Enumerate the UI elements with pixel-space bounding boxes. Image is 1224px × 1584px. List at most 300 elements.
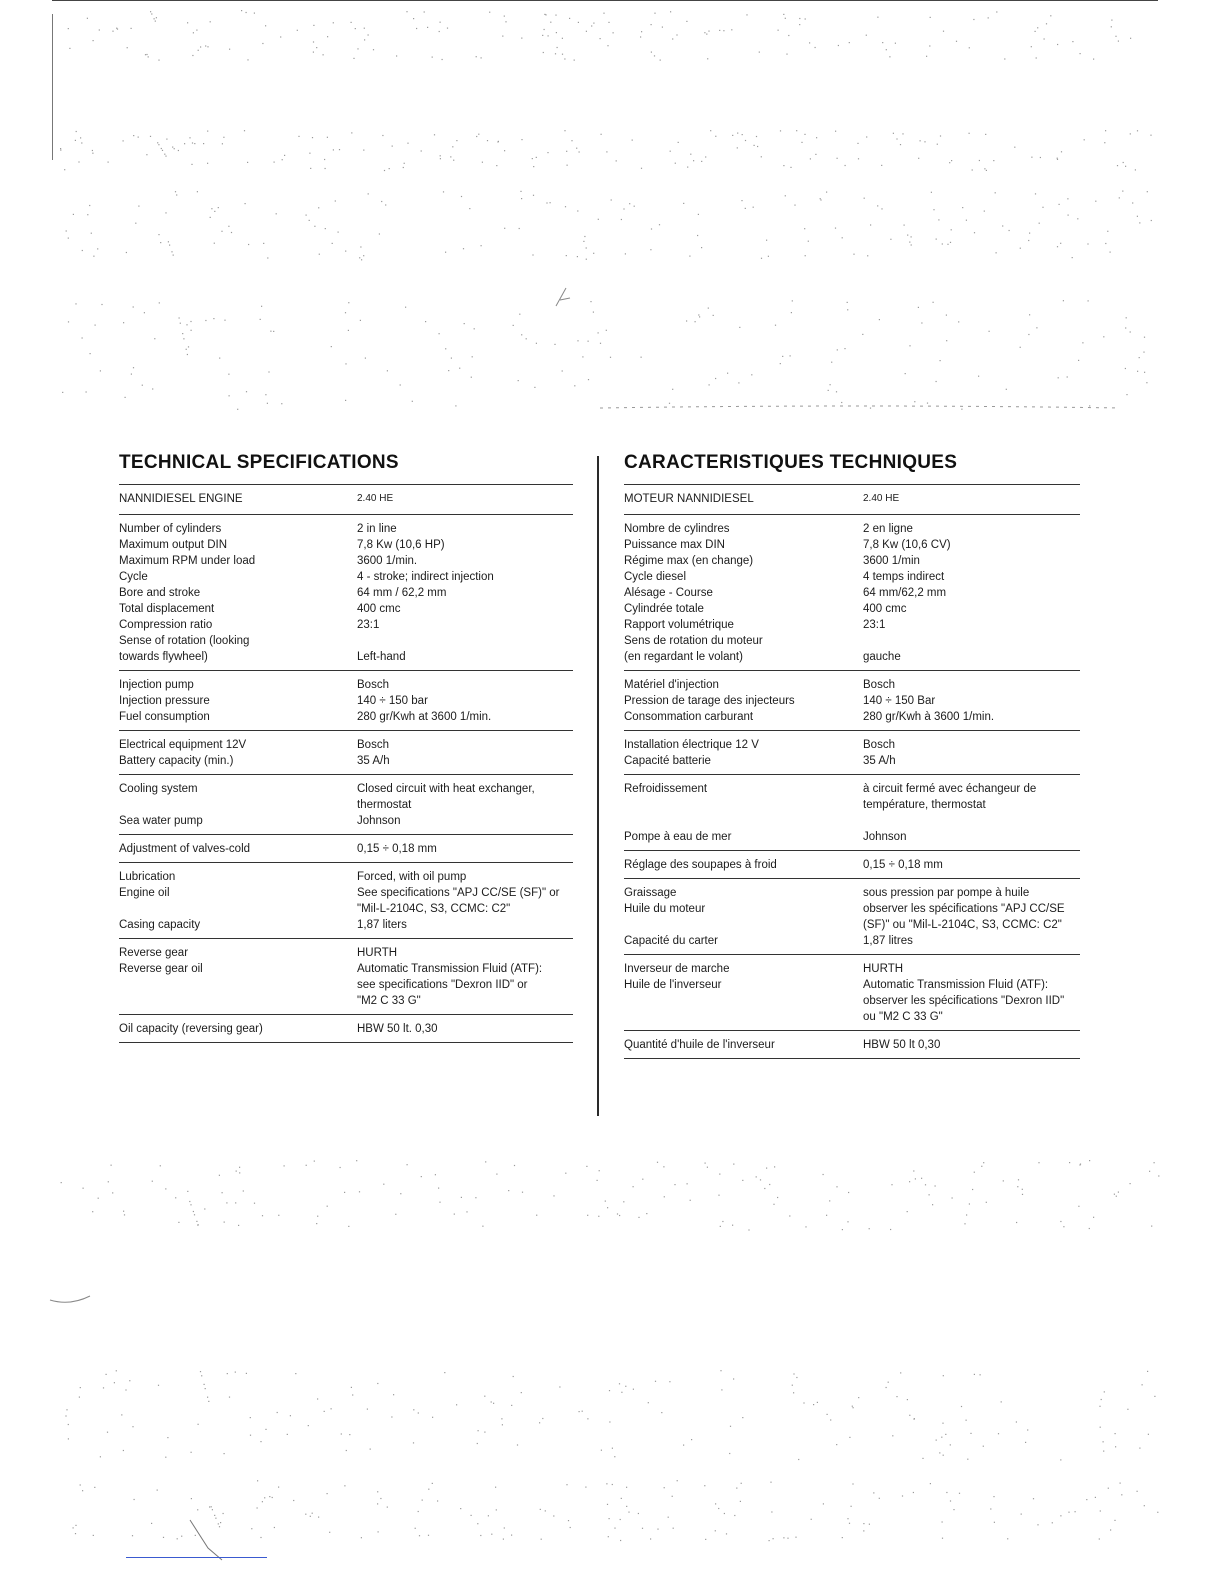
speck bbox=[352, 1394, 353, 1395]
speck bbox=[308, 1425, 309, 1426]
spec-row bbox=[624, 829, 1080, 845]
speck bbox=[927, 403, 928, 404]
speck bbox=[351, 132, 352, 133]
speck bbox=[571, 140, 572, 141]
speck bbox=[942, 1521, 943, 1522]
speck bbox=[491, 1534, 492, 1535]
speck bbox=[837, 349, 838, 350]
speck bbox=[165, 156, 166, 157]
speck bbox=[532, 254, 533, 255]
speck bbox=[996, 252, 997, 253]
speck bbox=[745, 140, 746, 141]
speck bbox=[931, 192, 932, 193]
speck bbox=[979, 160, 980, 161]
spec-section bbox=[119, 731, 573, 775]
spec-label bbox=[624, 797, 863, 813]
spec-value: Automatic Transmission Fluid (ATF): bbox=[863, 979, 1049, 991]
speck bbox=[654, 13, 655, 14]
spec-value: Forced, with oil pump bbox=[357, 871, 467, 883]
speck bbox=[661, 1412, 662, 1413]
speck bbox=[904, 225, 905, 226]
speck bbox=[708, 308, 709, 309]
speck bbox=[1017, 1186, 1018, 1187]
speck bbox=[406, 11, 407, 12]
scan-mark bbox=[190, 1520, 222, 1560]
speck bbox=[892, 1435, 893, 1436]
speck bbox=[891, 1184, 892, 1185]
speck bbox=[929, 1194, 930, 1195]
speck bbox=[877, 205, 878, 206]
speck bbox=[905, 373, 906, 374]
speck bbox=[870, 408, 871, 409]
speck bbox=[1072, 41, 1073, 42]
spec-row bbox=[624, 693, 1080, 709]
spec-value: 3600 1/min. bbox=[357, 555, 418, 567]
speck bbox=[542, 1418, 543, 1419]
speck bbox=[611, 199, 612, 200]
speck bbox=[879, 319, 880, 320]
speck bbox=[382, 135, 383, 136]
speck bbox=[1110, 252, 1111, 253]
speck bbox=[432, 1417, 433, 1418]
speck bbox=[642, 1179, 643, 1180]
speck bbox=[641, 31, 642, 32]
spec-value: Johnson bbox=[357, 815, 401, 827]
speck bbox=[435, 1174, 436, 1175]
speck bbox=[837, 158, 838, 159]
speck bbox=[205, 45, 206, 46]
speck bbox=[550, 202, 551, 203]
speck bbox=[863, 1530, 864, 1531]
speck bbox=[623, 1201, 624, 1202]
speck bbox=[1147, 1371, 1148, 1372]
speck bbox=[158, 234, 159, 235]
speck bbox=[842, 237, 843, 238]
speck bbox=[496, 165, 497, 166]
speck bbox=[478, 134, 479, 135]
speck bbox=[577, 210, 578, 211]
speck bbox=[1093, 59, 1094, 60]
speck bbox=[804, 134, 805, 135]
speck bbox=[221, 231, 222, 232]
speck bbox=[471, 377, 472, 378]
speck bbox=[708, 31, 709, 32]
speck bbox=[936, 381, 937, 382]
spec-row bbox=[119, 521, 573, 537]
speck bbox=[546, 202, 547, 203]
speck bbox=[1069, 1162, 1070, 1163]
speck bbox=[377, 1383, 378, 1384]
speck bbox=[792, 300, 793, 301]
speck bbox=[521, 334, 522, 335]
speck bbox=[606, 1483, 607, 1484]
speck bbox=[1130, 38, 1131, 39]
speck bbox=[731, 29, 732, 30]
speck bbox=[564, 58, 565, 59]
speck bbox=[650, 1538, 651, 1539]
spec-label: Inverseur de marche bbox=[624, 963, 730, 975]
speck bbox=[858, 1397, 859, 1398]
spec-row bbox=[119, 917, 573, 933]
spec-value: 23:1 bbox=[357, 619, 380, 631]
speck bbox=[966, 1420, 967, 1421]
speck bbox=[181, 1536, 182, 1537]
speck bbox=[675, 163, 676, 164]
speck bbox=[361, 1537, 362, 1538]
speck bbox=[134, 1499, 135, 1500]
speck bbox=[329, 1532, 330, 1533]
speck bbox=[625, 1386, 626, 1387]
speck bbox=[801, 142, 802, 143]
speck bbox=[152, 1181, 153, 1182]
speck bbox=[262, 1215, 263, 1216]
speck bbox=[677, 1480, 678, 1481]
speck bbox=[864, 198, 865, 199]
speck bbox=[669, 1381, 670, 1382]
speck bbox=[212, 1509, 213, 1510]
spec-value: gauche bbox=[863, 651, 901, 663]
speck bbox=[900, 1372, 901, 1373]
engine-header-row bbox=[119, 485, 573, 515]
caracteristiques-techniques-fr bbox=[624, 452, 1080, 1059]
speck bbox=[600, 38, 601, 39]
spec-value: 7,8 Kw (10,6 CV) bbox=[863, 539, 951, 551]
spec-row bbox=[624, 633, 1080, 649]
scan-mark bbox=[50, 1296, 90, 1302]
speck bbox=[214, 211, 215, 212]
speck bbox=[918, 307, 919, 308]
speck bbox=[879, 1498, 880, 1499]
bottom-edge-line bbox=[126, 1557, 267, 1558]
spec-value: HURTH bbox=[357, 947, 398, 959]
spec-row bbox=[119, 601, 573, 617]
spec-value: 3600 1/min bbox=[863, 555, 920, 567]
speck bbox=[121, 1414, 122, 1415]
speck bbox=[674, 1184, 675, 1185]
speck bbox=[250, 1435, 251, 1436]
speck bbox=[1107, 231, 1108, 232]
speck bbox=[83, 1188, 84, 1189]
speck bbox=[1080, 53, 1081, 54]
speck bbox=[373, 49, 374, 50]
speck bbox=[476, 136, 477, 137]
speck bbox=[817, 1402, 818, 1403]
speck bbox=[178, 150, 179, 151]
speck bbox=[456, 140, 457, 141]
speck bbox=[1046, 23, 1047, 24]
speck bbox=[124, 1214, 125, 1215]
spec-row bbox=[624, 569, 1080, 585]
speck bbox=[125, 1389, 126, 1390]
speck bbox=[838, 45, 839, 46]
speck bbox=[135, 223, 136, 224]
speck bbox=[707, 1167, 708, 1168]
speck bbox=[215, 1518, 216, 1519]
speck bbox=[1052, 1522, 1053, 1523]
speck bbox=[1022, 1194, 1023, 1195]
spec-label: Fuel consumption bbox=[119, 711, 210, 723]
speck bbox=[641, 357, 642, 358]
speck bbox=[823, 1503, 824, 1504]
speck bbox=[673, 1528, 674, 1529]
speck bbox=[201, 1375, 202, 1376]
speck bbox=[794, 205, 795, 206]
speck bbox=[719, 1174, 720, 1175]
speck bbox=[203, 143, 204, 144]
speck bbox=[79, 1397, 80, 1398]
speck bbox=[211, 1506, 212, 1507]
spec-value bbox=[357, 633, 573, 649]
speck bbox=[691, 1439, 692, 1440]
speck bbox=[498, 141, 499, 142]
speck bbox=[687, 167, 688, 168]
speck bbox=[804, 228, 805, 229]
speck bbox=[511, 1535, 512, 1536]
speck bbox=[536, 157, 537, 158]
speck bbox=[187, 22, 188, 23]
speck bbox=[720, 1226, 721, 1227]
speck bbox=[933, 209, 934, 210]
speck bbox=[1044, 38, 1045, 39]
speck bbox=[481, 245, 482, 246]
speck bbox=[553, 1515, 554, 1516]
speck bbox=[327, 36, 328, 37]
speck bbox=[504, 1527, 505, 1528]
speck bbox=[1146, 382, 1147, 383]
speck bbox=[1105, 130, 1106, 131]
speck bbox=[229, 49, 230, 50]
speck bbox=[970, 1433, 971, 1434]
spec-label: Casing capacity bbox=[119, 919, 201, 931]
spec-label: Bore and stroke bbox=[119, 587, 201, 599]
speck bbox=[742, 1180, 743, 1181]
speck bbox=[842, 1537, 843, 1538]
spec-value: HBW 50 lt 0,30 bbox=[863, 1039, 941, 1051]
speck bbox=[836, 1186, 837, 1187]
speck bbox=[607, 1504, 608, 1505]
speck bbox=[940, 135, 941, 136]
speck bbox=[849, 1523, 850, 1524]
speck bbox=[655, 1381, 656, 1382]
speck bbox=[830, 1419, 831, 1420]
speck bbox=[437, 1500, 438, 1501]
speck bbox=[1080, 1164, 1081, 1165]
speck bbox=[567, 165, 568, 166]
speck bbox=[740, 1501, 741, 1502]
speck bbox=[348, 302, 349, 303]
speck bbox=[930, 1483, 931, 1484]
speck bbox=[941, 1437, 942, 1438]
speck bbox=[123, 140, 124, 141]
speck bbox=[348, 1226, 349, 1227]
spec-label: Refroidissement bbox=[624, 783, 708, 795]
speck bbox=[257, 1507, 258, 1508]
speck bbox=[785, 195, 786, 196]
speck bbox=[61, 1182, 62, 1183]
speck bbox=[972, 169, 973, 170]
speck bbox=[946, 315, 947, 316]
speck bbox=[544, 29, 545, 30]
speck bbox=[80, 1387, 81, 1388]
speck bbox=[626, 1487, 627, 1488]
spec-value: 64 mm / 62,2 mm bbox=[357, 587, 447, 599]
speck bbox=[662, 27, 663, 28]
speck bbox=[820, 198, 821, 199]
spec-value: 4 temps indirect bbox=[863, 571, 945, 583]
speck bbox=[914, 401, 915, 402]
speck bbox=[863, 1523, 864, 1524]
speck bbox=[161, 148, 162, 149]
speck bbox=[805, 255, 806, 256]
speck bbox=[569, 18, 570, 19]
speck bbox=[920, 140, 921, 141]
speck bbox=[504, 228, 505, 229]
speck bbox=[471, 1515, 472, 1516]
spec-value: 7,8 Kw (10,6 HP) bbox=[357, 539, 445, 551]
speck bbox=[770, 1482, 771, 1483]
speck bbox=[882, 42, 883, 43]
speck bbox=[619, 1383, 620, 1384]
speck bbox=[452, 146, 453, 147]
spec-row bbox=[119, 649, 573, 665]
speck bbox=[795, 1537, 796, 1538]
spec-section bbox=[624, 731, 1080, 775]
speck bbox=[756, 136, 757, 137]
speck bbox=[501, 1418, 502, 1419]
speck bbox=[359, 1191, 360, 1192]
speck bbox=[617, 1213, 618, 1214]
speck bbox=[579, 151, 580, 152]
speck bbox=[241, 10, 242, 11]
speck bbox=[126, 252, 127, 253]
speck bbox=[1088, 300, 1089, 301]
spec-value: Bosch bbox=[357, 679, 389, 691]
speck bbox=[761, 156, 762, 157]
speck bbox=[489, 12, 490, 13]
speck bbox=[826, 192, 827, 193]
speck bbox=[485, 1161, 486, 1162]
speck bbox=[672, 38, 673, 39]
speck bbox=[157, 142, 158, 143]
speck bbox=[310, 168, 311, 169]
speck bbox=[513, 325, 514, 326]
speck bbox=[482, 162, 483, 163]
speck bbox=[99, 29, 100, 30]
speck bbox=[1132, 202, 1133, 203]
speck bbox=[1118, 41, 1119, 42]
spec-value: Bosch bbox=[357, 739, 389, 751]
speck bbox=[1025, 1442, 1026, 1443]
speck bbox=[811, 1519, 812, 1520]
spec-label: Réglage des soupapes à froid bbox=[624, 859, 777, 871]
speck bbox=[951, 229, 952, 230]
speck bbox=[1139, 222, 1140, 223]
speck bbox=[415, 1528, 416, 1529]
speck bbox=[146, 54, 147, 55]
speck bbox=[1068, 215, 1069, 216]
speck bbox=[439, 31, 440, 32]
speck bbox=[68, 1424, 69, 1425]
speck bbox=[219, 1526, 220, 1527]
spec-section bbox=[119, 863, 573, 939]
spec-row bbox=[119, 993, 573, 1009]
speck bbox=[133, 135, 134, 136]
speck bbox=[1042, 207, 1043, 208]
speck bbox=[793, 1392, 794, 1393]
speck bbox=[521, 139, 522, 140]
speck bbox=[314, 1161, 315, 1162]
speck bbox=[942, 1538, 943, 1539]
speck bbox=[440, 155, 441, 156]
speck bbox=[1137, 130, 1138, 131]
speck bbox=[1061, 151, 1062, 152]
speck bbox=[314, 226, 315, 227]
speck bbox=[844, 348, 845, 349]
speck bbox=[274, 1527, 275, 1528]
speck bbox=[491, 1401, 492, 1402]
speck bbox=[742, 134, 743, 135]
speck bbox=[440, 22, 441, 23]
speck bbox=[197, 1509, 198, 1510]
speck bbox=[1139, 357, 1140, 358]
speck bbox=[68, 321, 69, 322]
speck bbox=[229, 1397, 230, 1398]
speck bbox=[607, 45, 608, 46]
spec-label: Battery capacity (min.) bbox=[119, 755, 234, 767]
speck bbox=[298, 136, 299, 137]
speck bbox=[1067, 198, 1068, 199]
speck bbox=[983, 1162, 984, 1163]
speck bbox=[936, 1440, 937, 1441]
speck bbox=[1057, 246, 1058, 247]
speck bbox=[764, 1188, 765, 1189]
speck bbox=[1089, 405, 1090, 406]
speck bbox=[226, 1202, 227, 1203]
speck bbox=[1117, 165, 1118, 166]
speck bbox=[448, 370, 449, 371]
speck bbox=[933, 302, 934, 303]
speck bbox=[890, 239, 891, 240]
speck bbox=[1110, 1529, 1111, 1530]
speck bbox=[983, 1446, 984, 1447]
spec-label: Compression ratio bbox=[119, 619, 213, 631]
speck bbox=[829, 1200, 830, 1201]
speck bbox=[364, 39, 365, 40]
speck bbox=[455, 405, 456, 406]
speck bbox=[368, 193, 369, 194]
speck bbox=[633, 1389, 634, 1390]
speck bbox=[218, 207, 219, 208]
spec-value: 280 gr/Kwh at 3600 1/min. bbox=[357, 711, 492, 723]
speck bbox=[464, 323, 465, 324]
speck bbox=[263, 243, 264, 244]
speck bbox=[154, 338, 155, 339]
speck bbox=[220, 1522, 221, 1523]
speck bbox=[973, 19, 974, 20]
speck bbox=[116, 1370, 117, 1371]
speck bbox=[936, 239, 937, 240]
speck bbox=[1058, 377, 1059, 378]
speck bbox=[160, 1165, 161, 1166]
speck bbox=[951, 160, 952, 161]
speck bbox=[1104, 1391, 1105, 1392]
speck bbox=[1068, 1512, 1069, 1513]
speck bbox=[773, 1538, 774, 1539]
speck bbox=[450, 156, 451, 157]
speck bbox=[1135, 169, 1136, 170]
speck bbox=[317, 1398, 318, 1399]
speck bbox=[565, 206, 566, 207]
